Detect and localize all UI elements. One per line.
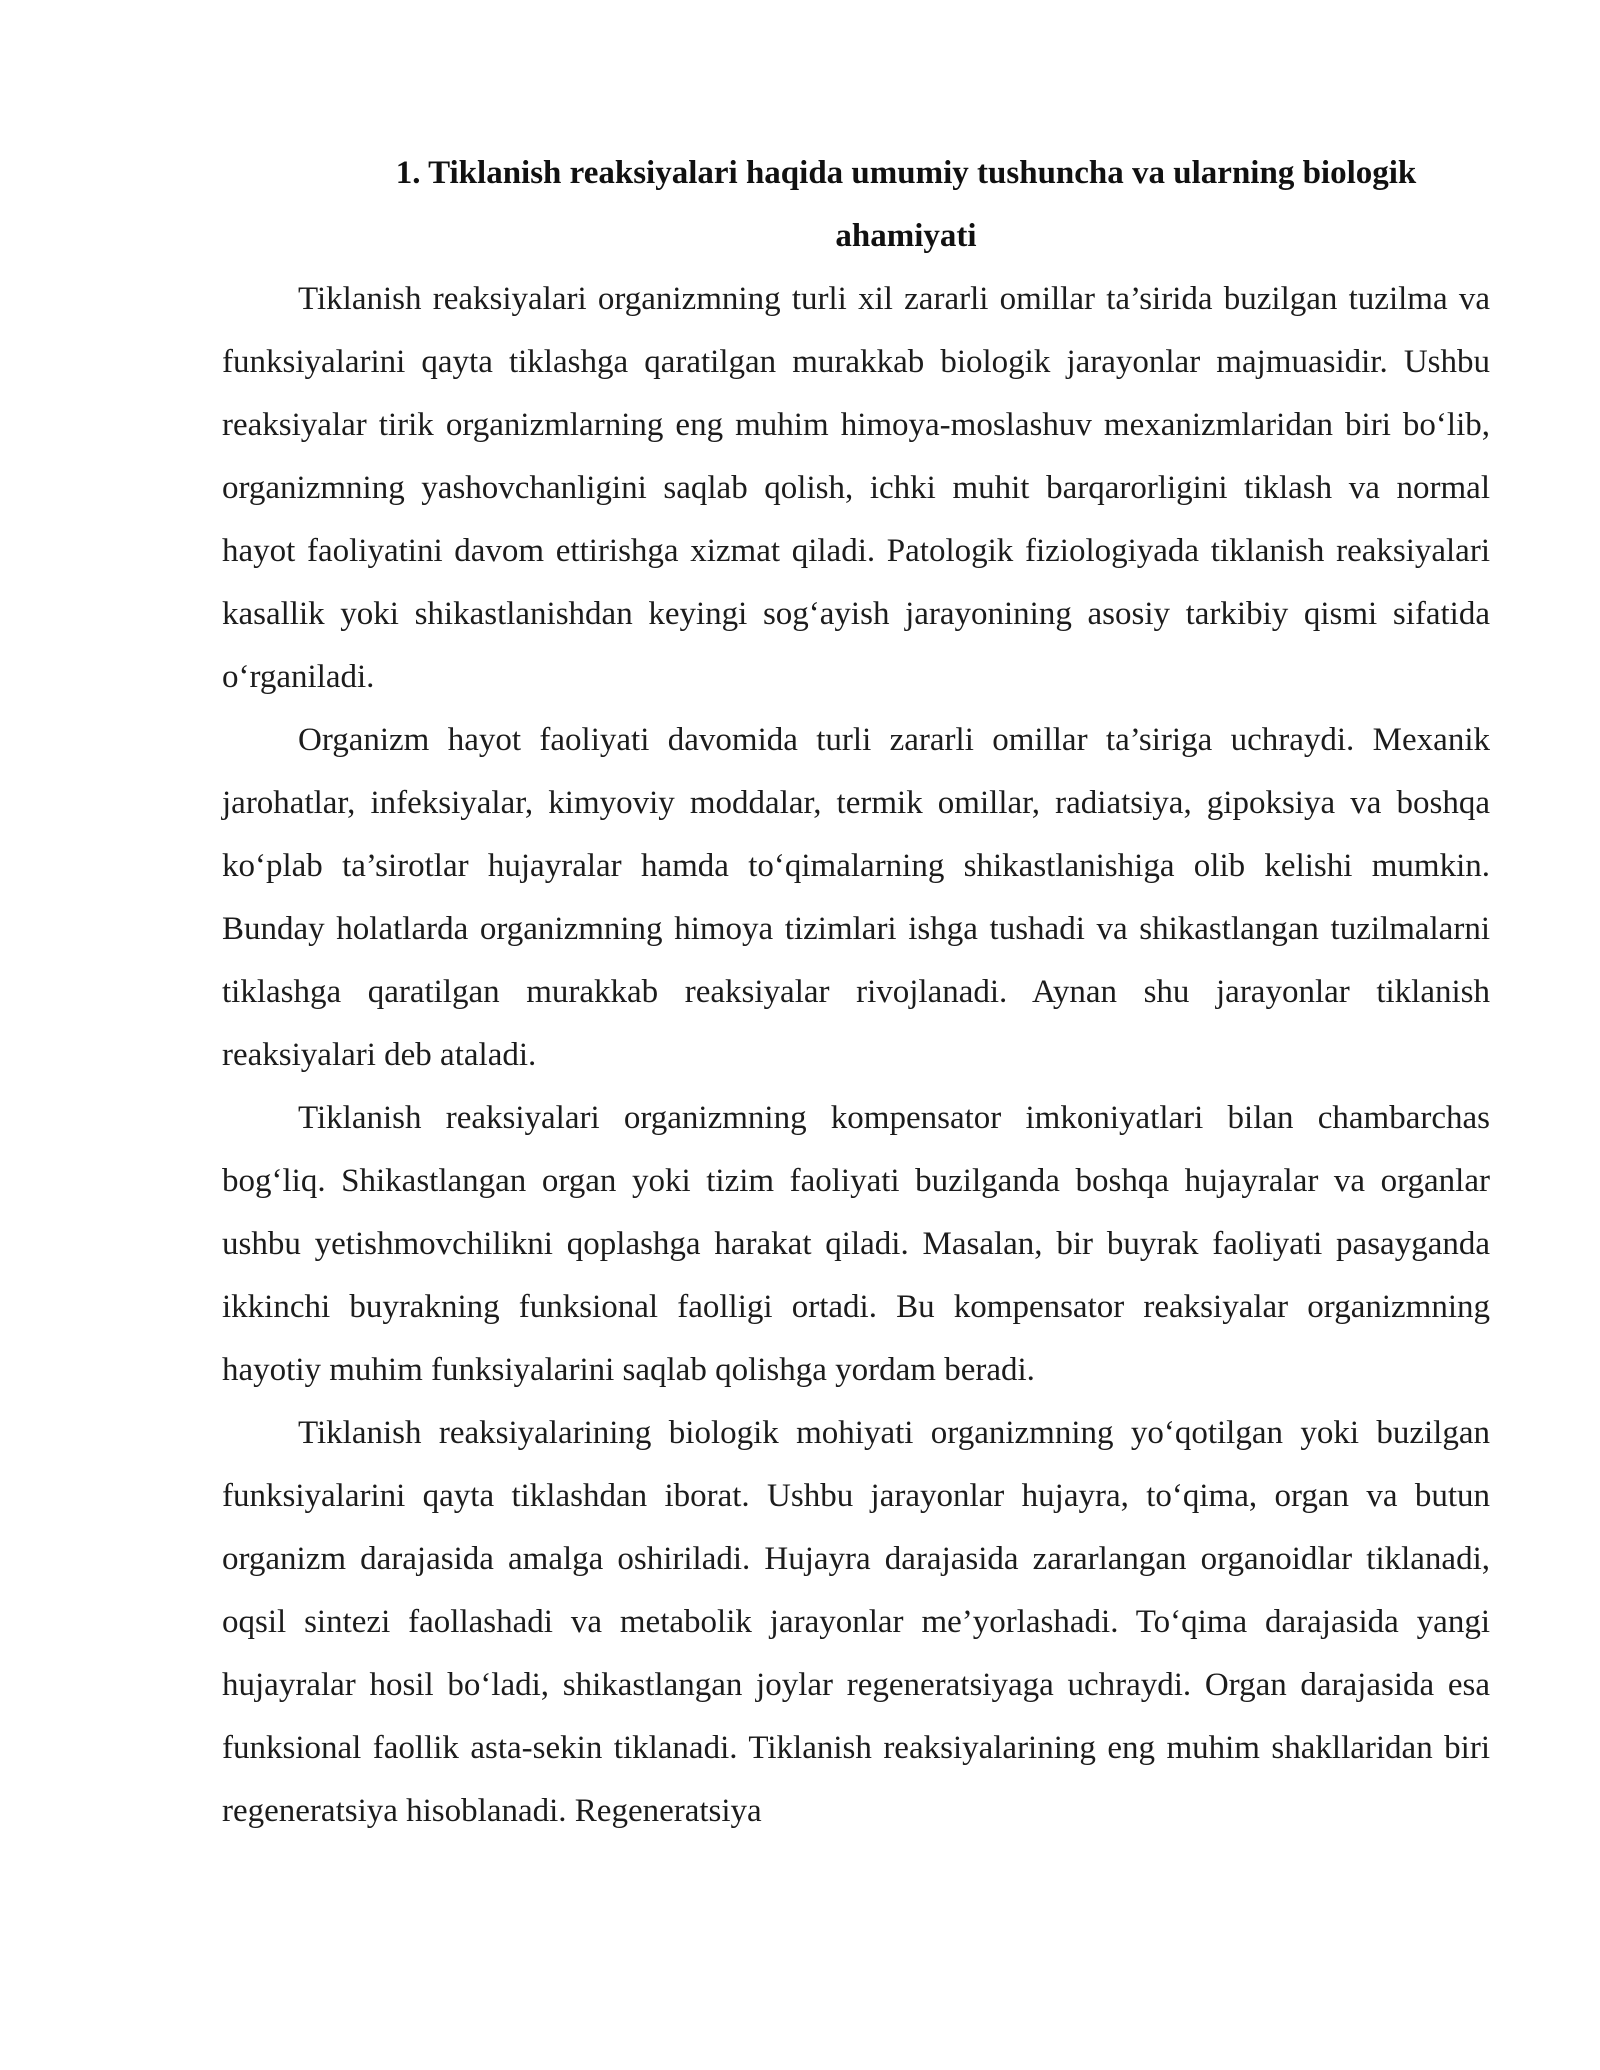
section-heading: 1. Tiklanish reaksiyalari haqida umumiy tushuncha va ularning biologik ahamiyati xyxy=(395,155,1417,254)
paragraph: Tiklanish reaksiyalari organizmning turli xil zararli omillar ta’sirida buzilgan tuzilma va funksiyalarini qayta tiklashga qaratilgan murakkab biologik jarayonlar majmuasidir. Ushbu reaksiyalar tirik organizmlarning eng muhim himoya-moslashuv mexanizmlaridan biri bo‘lib, organizmning yashovchanligini saqlab qolish, ichki muhit barqarorligini tiklash va normal hayot faoliyatini davom ettirishga xizmat qiladi. Patologik fiziologiyada tiklanish reaksiyalari kasallik yoki shikastlanishdan keyingi sog‘ayish jarayonining asosiy tarkibiy qismi sifatida o‘rganiladi. xyxy=(222,281,1490,695)
document-body xyxy=(222,142,1490,1843)
paragraph: Tiklanish reaksiyalarining biologik mohiyati organizmning yo‘qotilgan yoki buzilgan funksiyalarini qayta tiklashdan iborat. Ushbu jarayonlar hujayra, to‘qima, organ va butun organizm darajasida amalga oshiriladi. Hujayra darajasida zararlangan organoidlar tiklanadi, oqsil sintezi faollashadi va metabolik jarayonlar me’yorlashadi. To‘qima darajasida yangi hujayralar hosil bo‘ladi, shikastlangan joylar regeneratsiyaga uchraydi. Organ darajasida esa funksional faollik asta-sekin tiklanadi. Tiklanish reaksiyalarining eng muhim shakllaridan biri regeneratsiya hisoblanadi. Regeneratsiya xyxy=(222,1415,1490,1829)
paragraph: Tiklanish reaksiyalari organizmning kompensator imkoniyatlari bilan chambarchas bog‘liq. Shikastlangan organ yoki tizim faoliyati buzilganda boshqa hujayralar va organlar ushbu yetishmovchilikni qoplashga harakat qiladi. Masalan, bir buyrak faoliyati pasayganda ikkinchi buyrakning funksional faolligi ortadi. Bu kompensator reaksiyalar organizmning hayotiy muhim funksiyalarini saqlab qolishga yordam beradi. xyxy=(222,1100,1490,1388)
paragraph: Organizm hayot faoliyati davomida turli zararli omillar ta’siriga uchraydi. Mexanik jarohatlar, infeksiyalar, kimyoviy moddalar, termik omillar, radiatsiya, gipoksiya va boshqa ko‘plab ta’sirotlar hujayralar hamda to‘qimalarning shikastlanishiga olib kelishi mumkin. Bunday holatlarda organizmning himoya tizimlari ishga tushadi va shikastlangan tuzilmalarni tiklashga qaratilgan murakkab reaksiyalar rivojlanadi. Aynan shu jarayonlar tiklanish reaksiyalari deb ataladi. xyxy=(222,722,1490,1073)
